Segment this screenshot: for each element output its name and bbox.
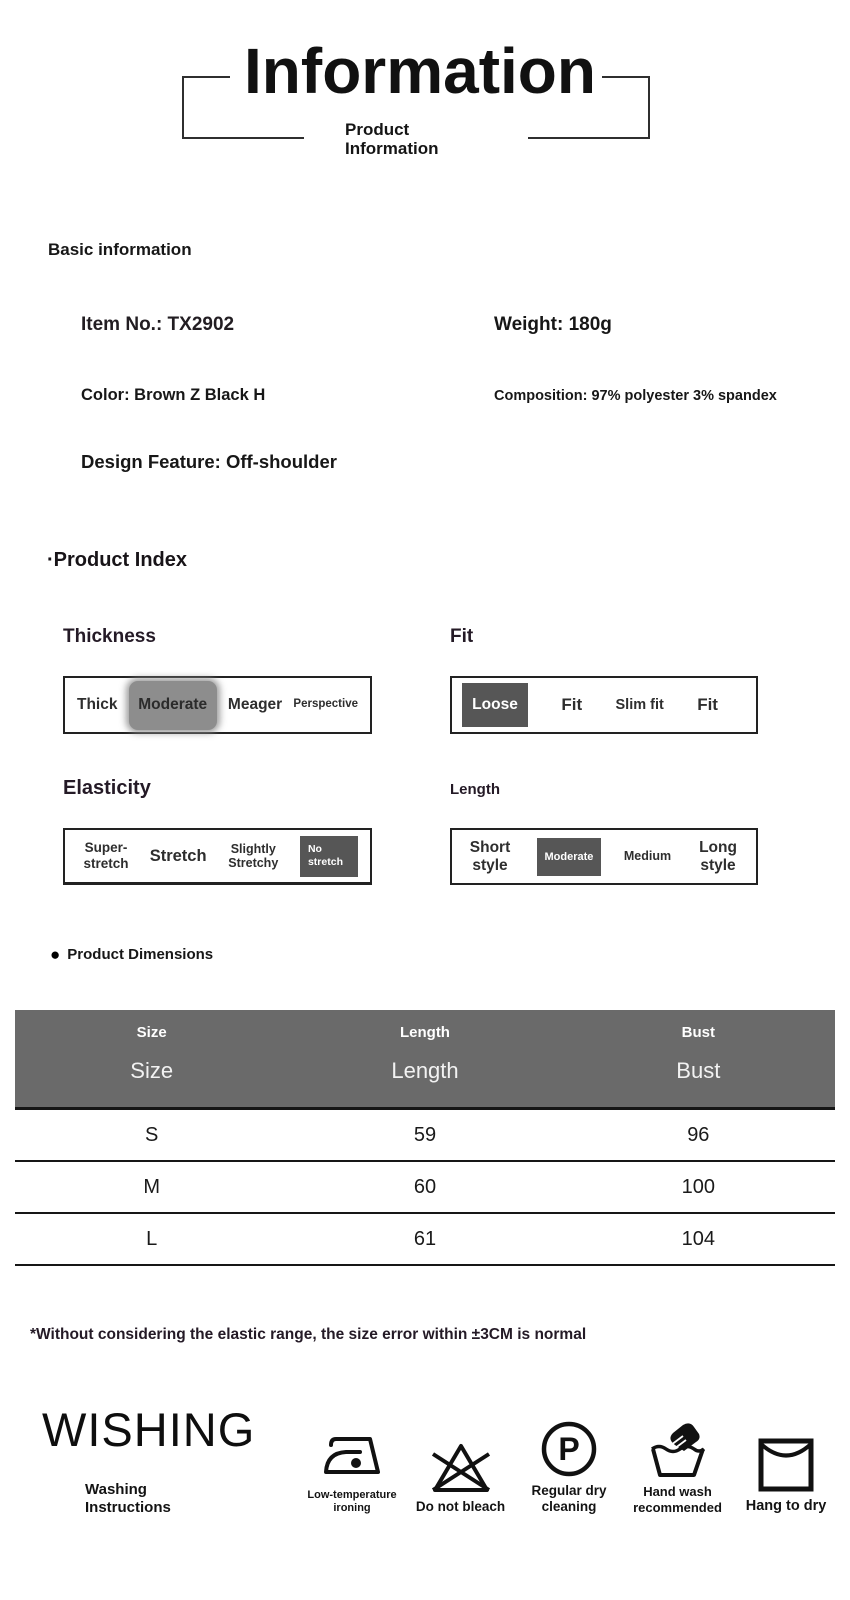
product-index-heading: ·Product Index [47, 549, 188, 571]
size-table-header [15, 1010, 835, 1110]
cell-size: M [143, 1175, 160, 1198]
care-label: Do not bleach [415, 1498, 506, 1514]
size-error-note: *Without considering the elastic range, the size error within ±3CM is normal [30, 1326, 587, 1343]
thickness-label: Thickness [63, 626, 156, 647]
care-item-ironing [300, 1430, 404, 1515]
page-title: Information [244, 35, 596, 107]
thickness-option-perspective: Perspective [293, 698, 358, 711]
right-bracket-decoration [528, 76, 650, 139]
col-header-length: Length [391, 1058, 459, 1083]
col-header-length-small: Length [399, 1024, 450, 1041]
length-option-moderate-selected: Moderate [537, 838, 601, 876]
elasticity-scale [63, 828, 372, 885]
fit-scale [450, 676, 758, 734]
dry-clean-icon [540, 1420, 598, 1478]
care-label: Low-temperature ironing [307, 1488, 397, 1514]
color-field: Color: Brown Z Black H [81, 386, 266, 404]
cell-size: S [144, 1123, 159, 1146]
care-item-dry-clean [517, 1420, 621, 1515]
length-scale [450, 828, 758, 885]
thickness-scale [63, 676, 372, 734]
care-label: Hang to dry [745, 1497, 827, 1514]
composition-field: Composition: 97% polyester 3% spandex [494, 388, 777, 404]
cell-length: 60 [413, 1175, 437, 1198]
thickness-option-moderate-selected: Moderate [129, 681, 217, 730]
col-header-size: Size [130, 1058, 174, 1083]
hand-wash-icon [647, 1421, 709, 1479]
elasticity-option-slightly-stretchy: Slightly Stretchy [228, 841, 279, 870]
fit-option-loose-selected: Loose [462, 683, 528, 727]
size-table [15, 1010, 835, 1266]
col-header-bust-small: Bust [681, 1024, 715, 1041]
fit-option-slim-fit: Slim fit [615, 696, 664, 713]
care-item-hang-dry [734, 1437, 838, 1515]
bullet-icon: ● [50, 945, 61, 964]
brand-name: WISHING [42, 1403, 256, 1456]
cell-bust: 104 [681, 1227, 715, 1250]
length-option-short-style: Short style [469, 838, 511, 874]
fit-option-fit: Fit [561, 695, 583, 715]
cell-bust: 100 [681, 1175, 715, 1198]
page-subtitle: Product Information [345, 120, 439, 158]
svg-text:P: P [558, 1431, 580, 1467]
cell-size: L [146, 1227, 158, 1250]
do-not-bleach-icon [429, 1440, 493, 1494]
thickness-option-thick: Thick [77, 696, 118, 714]
cell-bust: 96 [687, 1123, 710, 1146]
table-row-l [15, 1214, 835, 1266]
thickness-option-meager: Meager [227, 696, 283, 714]
length-label: Length [450, 781, 500, 798]
fit-option-fit-2: Fit [697, 695, 718, 715]
iron-icon [319, 1430, 385, 1484]
basic-information-heading: Basic information [48, 240, 192, 259]
fit-label: Fit [450, 626, 474, 647]
item-no-field: Item No.: TX2902 [81, 314, 235, 335]
product-dimensions-heading [50, 946, 213, 963]
col-header-bust: Bust [676, 1058, 721, 1083]
care-item-bleach [409, 1440, 513, 1515]
cell-length: 59 [413, 1123, 437, 1146]
washing-instructions-label: Washing Instructions [85, 1481, 171, 1516]
table-row-s [15, 1110, 835, 1162]
weight-field: Weight: 180g [494, 314, 612, 335]
design-feature-field: Design Feature: Off-shoulder [81, 451, 337, 472]
length-option-medium: Medium [623, 849, 672, 864]
col-header-size-small: Size [136, 1024, 167, 1041]
length-option-long-style: Long style [699, 838, 737, 874]
cell-length: 61 [413, 1227, 437, 1250]
care-symbols-row [300, 1420, 838, 1515]
elasticity-option-super-stretch: Super-stretch [83, 840, 129, 871]
table-row-m [15, 1162, 835, 1214]
elasticity-option-stretch: Stretch [149, 846, 207, 865]
elasticity-label: Elasticity [63, 777, 151, 799]
care-label: Regular dry cleaning [531, 1483, 607, 1514]
left-bracket-decoration [182, 76, 304, 139]
product-dimensions-heading-text: Product Dimensions [67, 946, 214, 963]
hang-dry-icon [757, 1437, 815, 1493]
care-item-hand-wash [626, 1421, 730, 1515]
elasticity-option-no-stretch-selected: No stretch [300, 836, 358, 877]
care-label: Hand wash recommended [633, 1484, 722, 1515]
